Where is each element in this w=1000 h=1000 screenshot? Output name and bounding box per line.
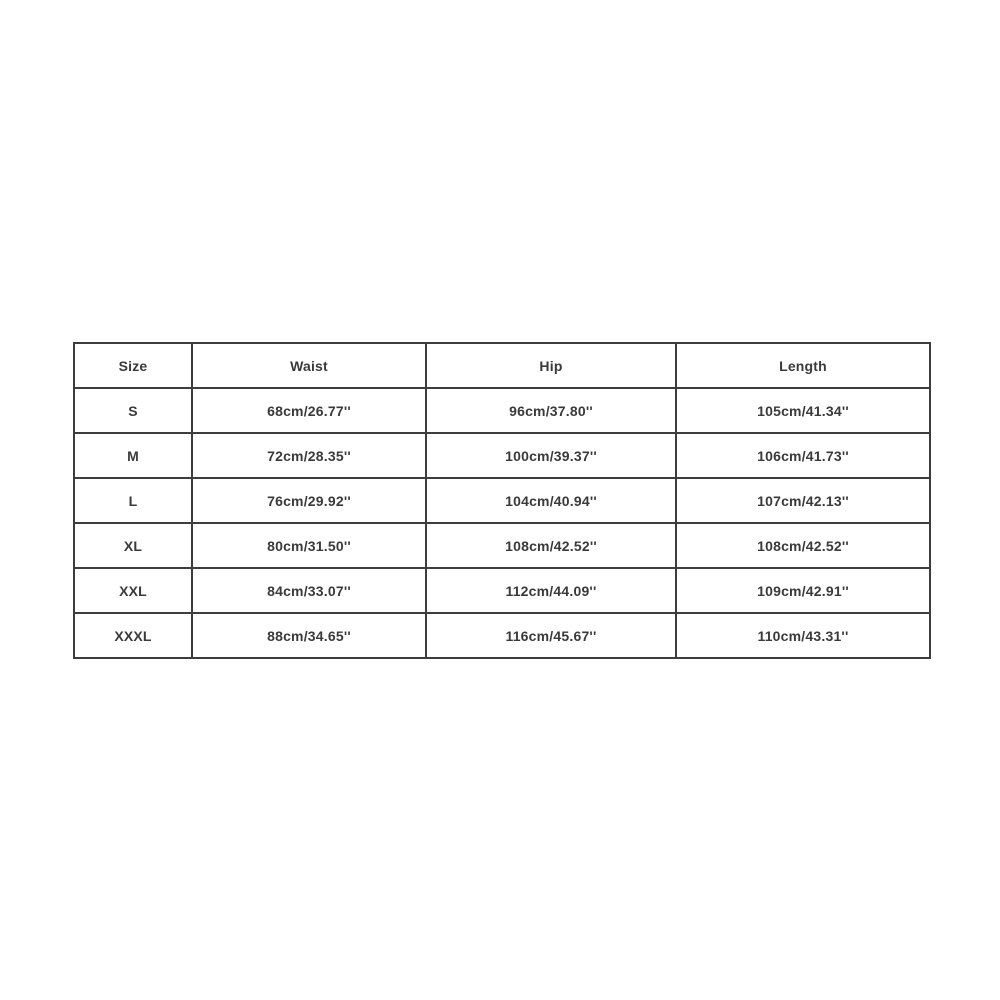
size-cell: M	[74, 433, 192, 478]
waist-cell: 84cm/33.07''	[192, 568, 426, 613]
waist-cell: 68cm/26.77''	[192, 388, 426, 433]
length-cell: 109cm/42.91''	[676, 568, 930, 613]
hip-cell: 108cm/42.52''	[426, 523, 676, 568]
size-cell: XL	[74, 523, 192, 568]
table-row-xl	[74, 523, 930, 568]
hip-cell: 96cm/37.80''	[426, 388, 676, 433]
size-chart-table	[73, 342, 931, 659]
column-header-waist: Waist	[192, 343, 426, 388]
table-row-xxxl	[74, 613, 930, 658]
size-cell: XXL	[74, 568, 192, 613]
hip-cell: 116cm/45.67''	[426, 613, 676, 658]
hip-cell: 100cm/39.37''	[426, 433, 676, 478]
hip-cell: 112cm/44.09''	[426, 568, 676, 613]
size-cell: S	[74, 388, 192, 433]
waist-cell: 80cm/31.50''	[192, 523, 426, 568]
column-header-length: Length	[676, 343, 930, 388]
length-cell: 105cm/41.34''	[676, 388, 930, 433]
table-row-xxl	[74, 568, 930, 613]
length-cell: 110cm/43.31''	[676, 613, 930, 658]
waist-cell: 72cm/28.35''	[192, 433, 426, 478]
size-cell: L	[74, 478, 192, 523]
length-cell: 106cm/41.73''	[676, 433, 930, 478]
table-row-l	[74, 478, 930, 523]
length-cell: 108cm/42.52''	[676, 523, 930, 568]
size-cell: XXXL	[74, 613, 192, 658]
header-row	[74, 343, 930, 388]
waist-cell: 76cm/29.92''	[192, 478, 426, 523]
hip-cell: 104cm/40.94''	[426, 478, 676, 523]
column-header-hip: Hip	[426, 343, 676, 388]
table-row-m	[74, 433, 930, 478]
table-row-s	[74, 388, 930, 433]
size-chart	[73, 342, 929, 659]
column-header-size: Size	[74, 343, 192, 388]
waist-cell: 88cm/34.65''	[192, 613, 426, 658]
length-cell: 107cm/42.13''	[676, 478, 930, 523]
